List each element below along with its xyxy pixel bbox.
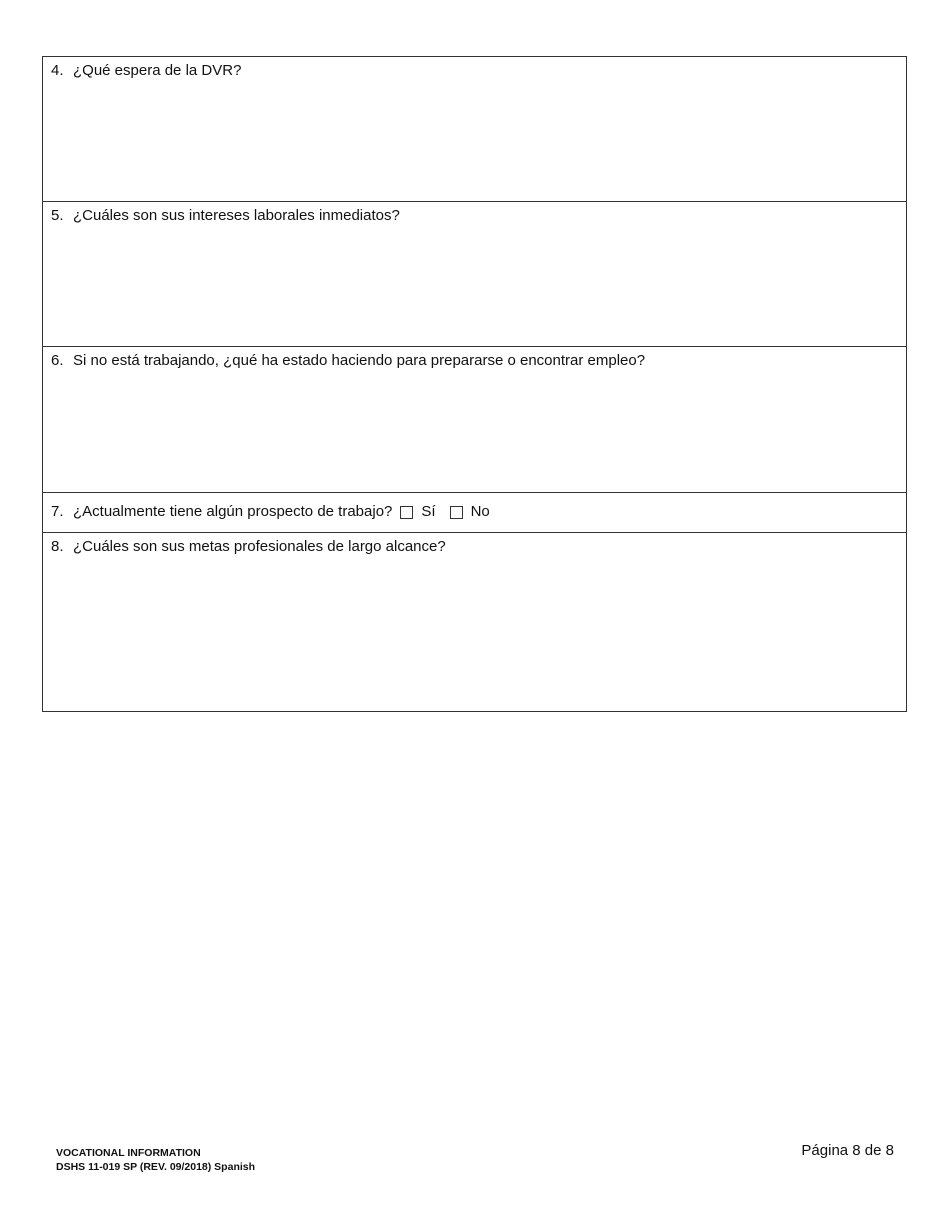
question-7-label: 7. ¿Actualmente tiene algún prospecto de trabajo? Sí No — [51, 503, 490, 520]
footer-title: VOCATIONAL INFORMATION — [56, 1147, 201, 1159]
question-6-label: 6. Si no está trabajando, ¿qué ha estado haciendo para prepararse o encontrar empleo? — [51, 352, 646, 369]
question-8-field[interactable] — [43, 533, 906, 711]
question-5-field[interactable] — [43, 202, 906, 347]
form-table — [42, 56, 907, 712]
no-option-label: No — [470, 503, 490, 520]
question-6-field[interactable] — [43, 347, 906, 493]
page-number: Página 8 de 8 — [801, 1142, 894, 1159]
question-4-field[interactable] — [43, 57, 906, 202]
question-5-label: 5. ¿Cuáles son sus intereses laborales inmediatos? — [51, 207, 400, 224]
footer-form-info — [56, 1146, 255, 1174]
question-4-label: 4. ¿Qué espera de la DVR? — [51, 62, 242, 79]
no-checkbox[interactable] — [450, 506, 463, 519]
footer-form-id: DSHS 11-019 SP (REV. 09/2018) Spanish — [56, 1161, 256, 1173]
question-8-label: 8. ¿Cuáles son sus metas profesionales de largo alcance? — [51, 538, 446, 555]
question-7-row — [43, 493, 906, 533]
yes-checkbox[interactable] — [400, 506, 413, 519]
yes-option-label: Sí — [421, 503, 436, 520]
